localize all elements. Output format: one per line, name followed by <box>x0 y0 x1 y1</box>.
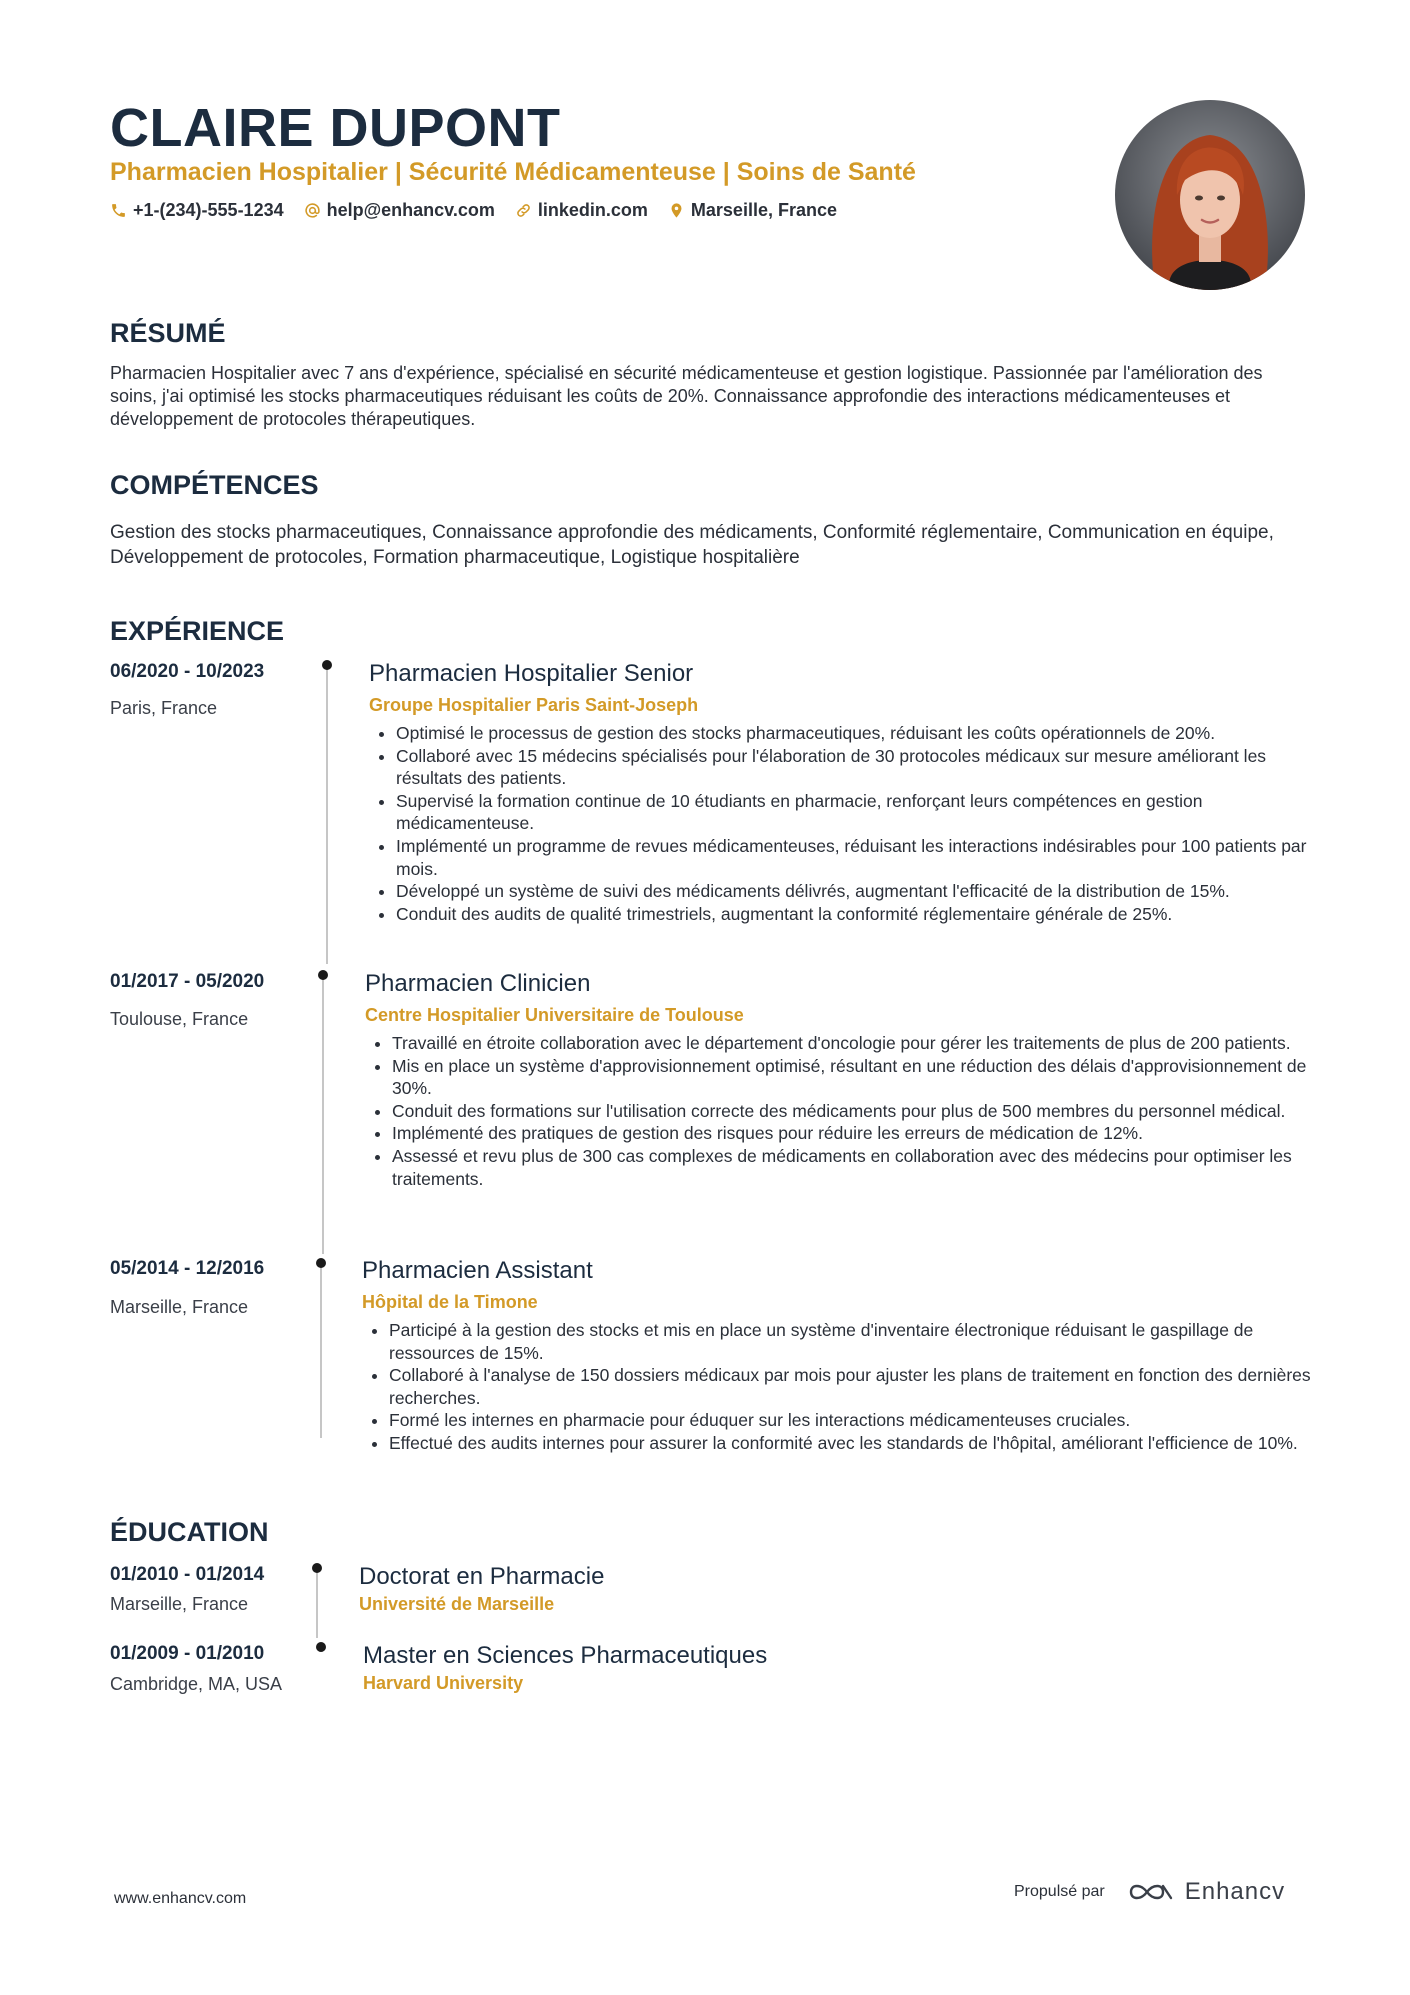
job-organization: Hôpital de la Timone <box>362 1292 538 1312</box>
list-item: • Implémenté un programme de revues médicamenteuses, réduisant les interactions indésirables pour 100 patients par mois. <box>396 835 1326 880</box>
list-item: • Participé à la gestion des stocks et mis en place un système d'inventaire électronique réduisant le gaspillage de ressources de 15%. <box>389 1319 1319 1364</box>
candidate-title: Pharmacien Hospitalier | Sécurité Médicamenteuse | Soins de Santé <box>110 158 916 186</box>
timeline-dot <box>316 1642 326 1652</box>
contact-linkedin[interactable] <box>515 200 648 221</box>
education-dates: 01/2010 - 01/2014 <box>110 1564 265 1585</box>
timeline-line <box>326 664 328 964</box>
job-location: Paris, France <box>110 698 218 718</box>
job-organization: Groupe Hospitalier Paris Saint-Joseph <box>369 695 699 715</box>
education-location: Cambridge, MA, USA <box>110 1674 283 1694</box>
email-text: help@enhancv.com <box>326 200 495 220</box>
profile-photo <box>1115 100 1305 290</box>
education-degree: Master en Sciences Pharmaceutiques <box>363 1642 768 1669</box>
timeline-line <box>316 1568 318 1638</box>
timeline-dot <box>322 660 332 670</box>
list-item: • Travaillé en étroite collaboration avec le département d'oncologie pour gérer les traitements de plus de 200 patients. <box>392 1032 1332 1055</box>
job-dates: 05/2014 - 12/2016 <box>110 1258 265 1279</box>
phone-icon <box>110 202 127 219</box>
contact-location <box>668 200 837 221</box>
job-bullets <box>370 1032 1332 1190</box>
timeline-dot <box>318 970 328 980</box>
timeline-line <box>320 1262 322 1438</box>
at-icon <box>304 202 321 219</box>
job-role: Pharmacien Assistant <box>362 1257 593 1284</box>
list-item: • Implémenté des pratiques de gestion des risques pour réduire les erreurs de médication de 12%. <box>392 1122 1332 1145</box>
location-icon <box>668 202 685 219</box>
job-organization: Centre Hospitalier Universitaire de Toulouse <box>365 1005 744 1025</box>
list-item: • Collaboré à l'analyse de 150 dossiers médicaux par mois pour ajuster les plans de traitement en fonction des dernières recherches. <box>389 1364 1319 1409</box>
phone-text: +1-(234)-555-1234 <box>133 200 284 220</box>
candidate-name: CLAIRE DUPONT <box>110 98 561 158</box>
brand-name: Enhancv <box>1184 1878 1286 1905</box>
job-role: Pharmacien Clinicien <box>365 970 591 997</box>
list-item: • Optimisé le processus de gestion des stocks pharmaceutiques, réduisant les coûts opérationnels de 20%. <box>396 722 1326 745</box>
timeline-dot <box>316 1258 326 1268</box>
job-location: Toulouse, France <box>110 1009 249 1029</box>
enhancv-logo-icon <box>1127 1878 1177 1906</box>
skills-heading: COMPÉTENCES <box>110 470 319 500</box>
education-dates: 01/2009 - 01/2010 <box>110 1643 265 1664</box>
link-icon <box>515 202 532 219</box>
education-location: Marseille, France <box>110 1594 249 1614</box>
list-item: • Conduit des formations sur l'utilisation correcte des médicaments pour plus de 500 membres du personnel médical. <box>392 1100 1332 1123</box>
education-degree: Doctorat en Pharmacie <box>359 1563 605 1590</box>
list-item: • Développé un système de suivi des médicaments délivrés, augmentant l'efficacité de la distribution de 15%. <box>396 880 1326 903</box>
footer-website[interactable]: www.enhancv.com <box>114 1890 247 1907</box>
skills-text: Gestion des stocks pharmaceutiques, Connaissance approfondie des médicaments, Conformité réglementaire, Communication en équipe, Développement de protocoles, Formation pharmaceutique, Logistique hospitalière <box>110 522 1274 568</box>
list-item: • Mis en place un système d'approvisionnement optimisé, résultant en une réduction des délais d'approvisionnement de 30%. <box>392 1055 1332 1100</box>
contact-email[interactable] <box>304 200 495 221</box>
linkedin-text: linkedin.com <box>537 200 648 220</box>
timeline-line <box>322 974 324 1254</box>
list-item: • Collaboré avec 15 médecins spécialisés pour l'élaboration de 30 protocoles médicaux sur mesure améliorant les résultats des patients. <box>396 745 1326 790</box>
experience-heading: EXPÉRIENCE <box>110 616 285 646</box>
list-item: • Supervisé la formation continue de 10 étudiants en pharmacie, renforçant leurs compétences en gestion médicamenteuse. <box>396 790 1326 835</box>
job-dates: 01/2017 - 05/2020 <box>110 971 265 992</box>
education-heading: ÉDUCATION <box>110 1517 269 1547</box>
list-item: • Conduit des audits de qualité trimestriels, augmentant la conformité réglementaire générale de 25%. <box>396 903 1326 926</box>
summary-text: Pharmacien Hospitalier avec 7 ans d'expérience, spécialisé en sécurité médicamenteuse et gestion logistique. Passionnée par l'amélioration des soins, j'ai optimisé les stocks pharmaceutiques réduisant les coûts de 20%. Connaissance approfondie des interactions médicamenteuses et développement de protocoles thérapeutiques. <box>110 363 1263 429</box>
contact-bar <box>110 200 857 221</box>
list-item: • Formé les internes en pharmacie pour éduquer sur les interactions médicamenteuses cruciales. <box>389 1409 1319 1432</box>
contact-phone[interactable] <box>110 200 284 221</box>
education-school: Harvard University <box>363 1673 524 1693</box>
job-dates: 06/2020 - 10/2023 <box>110 661 265 682</box>
job-bullets <box>367 1319 1319 1455</box>
education-school: Université de Marseille <box>359 1594 555 1614</box>
list-item: • Assessé et revu plus de 300 cas complexes de médicaments en collaboration avec des médecins pour optimiser les traitements. <box>392 1145 1332 1190</box>
timeline-dot <box>312 1563 322 1573</box>
powered-by-label: Propulsé par <box>1014 1883 1105 1900</box>
job-location: Marseille, France <box>110 1297 249 1317</box>
job-role: Pharmacien Hospitalier Senior <box>369 660 694 687</box>
location-text: Marseille, France <box>690 200 837 220</box>
list-item: • Effectué des audits internes pour assurer la conformité avec les standards de l'hôpital, améliorant l'efficience de 10%. <box>389 1432 1319 1455</box>
summary-heading: RÉSUMÉ <box>110 318 226 348</box>
job-bullets <box>374 722 1326 925</box>
footer-branding[interactable] <box>1014 1878 1285 1906</box>
